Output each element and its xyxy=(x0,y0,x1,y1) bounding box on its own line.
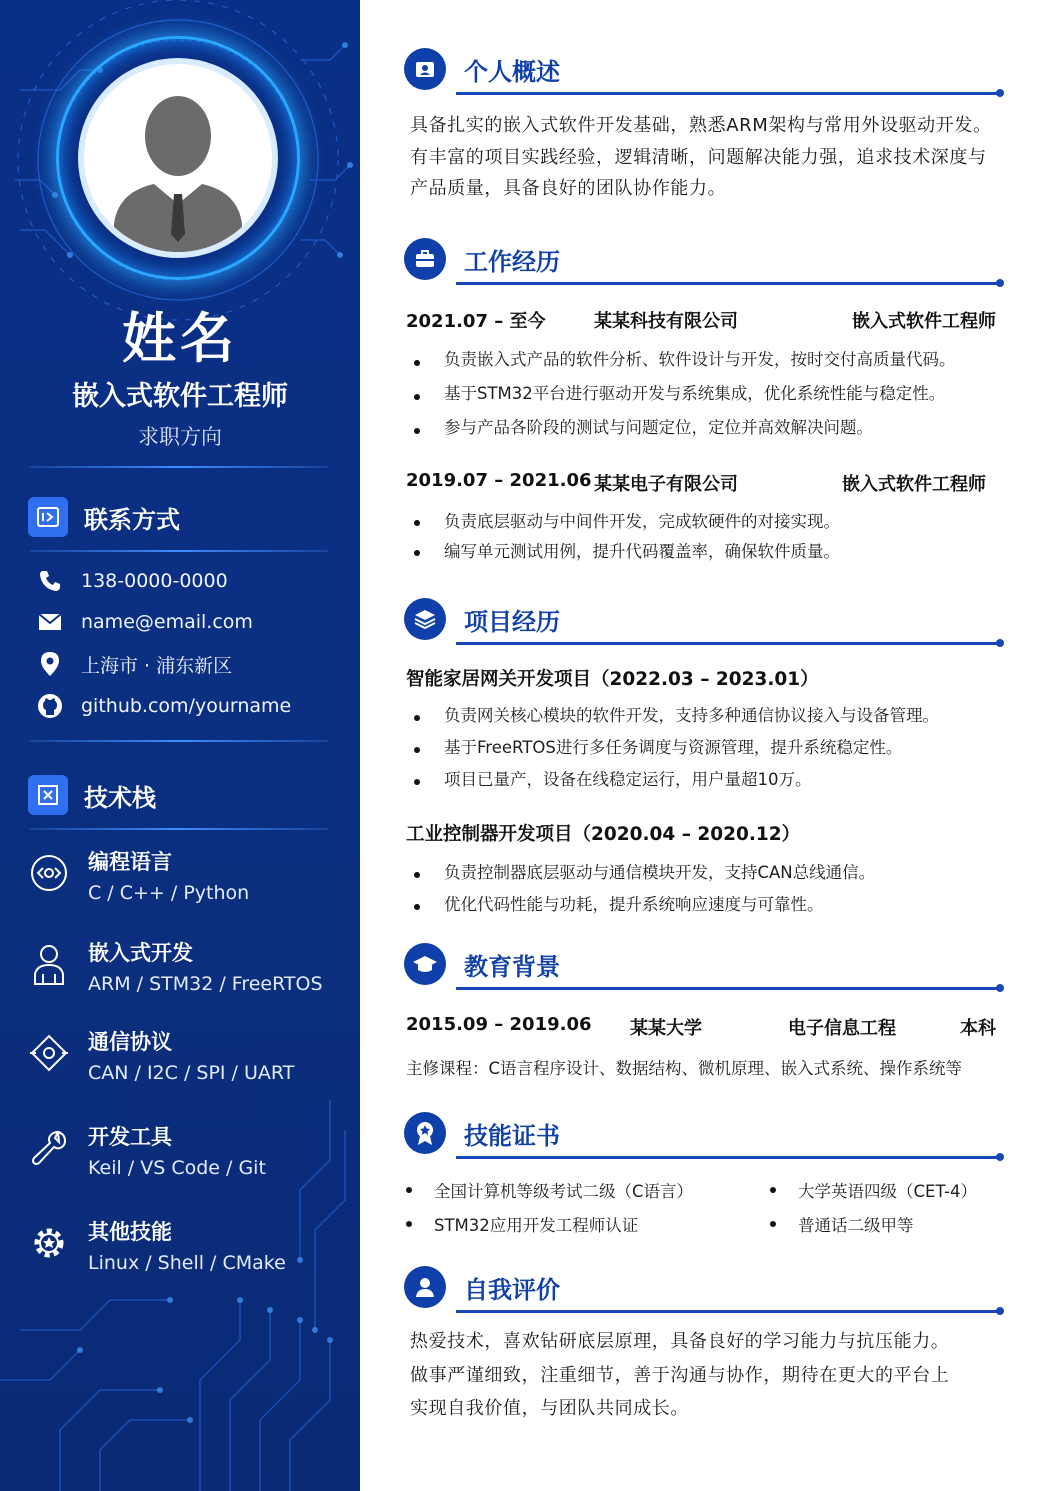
github-text: github.com/yourname xyxy=(81,695,292,717)
section-rule-dot xyxy=(996,279,1004,287)
section-rule xyxy=(456,1156,1000,1159)
section-title: 工作经历 xyxy=(464,248,560,276)
github-icon xyxy=(36,692,64,720)
skill-title: 其他技能 xyxy=(88,1220,172,1244)
section-title: 教育背景 xyxy=(464,953,560,981)
job-subtitle: 求职方向 xyxy=(138,425,222,449)
person-silhouette-icon xyxy=(84,64,272,252)
list-item: 项目已量产，设备在线稳定运行，用户量超10万。 xyxy=(410,766,1010,798)
edu-school: 某某大学 xyxy=(630,1018,702,1039)
layers-icon xyxy=(404,598,446,640)
section-certificates-heading xyxy=(404,1112,1002,1162)
list-item: 优化代码性能与功耗，提升系统响应速度与可靠性。 xyxy=(410,891,1010,923)
divider xyxy=(30,550,328,552)
skill-title: 通信协议 xyxy=(88,1030,172,1054)
skill-title: 编程语言 xyxy=(88,850,172,874)
section-rule-dot xyxy=(996,1153,1004,1161)
section-self-eval-heading xyxy=(404,1266,1002,1316)
skill-title: 开发工具 xyxy=(88,1125,172,1149)
skill-value: Keil / VS Code / Git xyxy=(88,1157,266,1179)
contact-github[interactable] xyxy=(36,691,291,721)
list-item: 参与产品各阶段的测试与问题定位，定位并高效解决问题。 xyxy=(410,414,1010,448)
self-eval-text xyxy=(410,1325,1020,1426)
section-projects-heading xyxy=(404,598,1002,648)
skill-programming xyxy=(28,846,328,916)
section-rule xyxy=(456,1310,1000,1313)
edu-major: 电子信息工程 xyxy=(788,1018,896,1039)
gear-icon xyxy=(28,1222,70,1264)
job-header xyxy=(406,470,1006,496)
profile-card-icon xyxy=(404,48,446,90)
job-company: 某某科技有限公司 xyxy=(594,311,738,332)
contact-email[interactable] xyxy=(36,607,253,637)
signal-icon xyxy=(28,1032,70,1074)
phone-icon xyxy=(36,567,64,595)
skill-tools xyxy=(28,1121,328,1191)
chip-icon xyxy=(28,775,68,815)
email-text: name@email.com xyxy=(81,611,253,633)
section-summary-heading xyxy=(404,48,1002,98)
award-icon xyxy=(404,1112,446,1154)
phone-text: 138-0000-0000 xyxy=(81,570,228,592)
section-rule-dot xyxy=(996,984,1004,992)
list-item: 负责底层驱动与中间件开发，完成软硬件的对接实现。 xyxy=(410,508,1010,538)
engineer-icon xyxy=(28,943,70,985)
candidate-name: 姓名 xyxy=(122,307,238,370)
summary-text xyxy=(410,110,1020,205)
section-rule-dot xyxy=(996,1307,1004,1315)
job-role: 嵌入式软件工程师 xyxy=(842,474,986,495)
briefcase-icon xyxy=(404,238,446,280)
edu-courses: 主修课程：C语言程序设计、数据结构、微机原理、嵌入式系统、操作系统等 xyxy=(406,1059,963,1078)
contact-heading-label: 联系方式 xyxy=(84,505,180,534)
mail-icon xyxy=(36,608,64,636)
section-rule xyxy=(456,987,1000,990)
section-rule xyxy=(456,642,1000,645)
job-role: 嵌入式软件工程师 xyxy=(852,311,996,332)
location-icon xyxy=(36,650,64,678)
list-item: 负责网关核心模块的软件开发，支持多种通信协议接入与设备管理。 xyxy=(410,702,1010,734)
sidebar xyxy=(0,0,360,1491)
tech-heading xyxy=(28,774,156,816)
self-eval-line: 热爱技术，喜欢钻研底层原理，具备良好的学习能力与抗压能力。 xyxy=(410,1331,950,1352)
user-icon xyxy=(404,1266,446,1308)
contact-location xyxy=(36,649,232,679)
section-education-heading xyxy=(404,943,1002,993)
section-rule xyxy=(456,92,1000,95)
summary-line: 具备扎实的嵌入式软件开发基础，熟悉ARM架构与常用外设驱动开发。 xyxy=(410,115,992,136)
wrench-icon xyxy=(28,1127,70,1169)
project-bullets xyxy=(410,702,1010,798)
job-title: 嵌入式软件工程师 xyxy=(72,381,288,412)
list-item: 基于STM32平台进行驱动开发与系统集成，优化系统性能与稳定性。 xyxy=(410,380,1010,414)
section-title: 自我评价 xyxy=(464,1276,560,1304)
contact-phone[interactable] xyxy=(36,566,228,596)
skill-embedded xyxy=(28,937,328,1007)
summary-line: 产品质量，具备良好的团队协作能力。 xyxy=(410,178,727,199)
list-item: 普通话二级甲等 xyxy=(768,1212,914,1236)
code-icon xyxy=(28,852,70,894)
section-title: 个人概述 xyxy=(464,58,560,86)
certificate-list xyxy=(404,1178,1004,1248)
project-title: 工业控制器开发项目（2020.04 – 2020.12） xyxy=(406,824,801,845)
location-text: 上海市 · 浦东新区 xyxy=(81,654,233,677)
section-title: 项目经历 xyxy=(464,608,560,636)
self-eval-line: 实现自我价值，与团队共同成长。 xyxy=(410,1398,689,1419)
section-rule-dot xyxy=(996,639,1004,647)
divider xyxy=(30,740,328,742)
skill-other xyxy=(28,1216,328,1286)
summary-line: 有丰富的项目实践经验，逻辑清晰，问题解决能力强，追求技术深度与 xyxy=(410,146,987,168)
contact-card-icon xyxy=(28,497,68,537)
contact-heading xyxy=(28,496,180,538)
job-bullets xyxy=(410,346,1010,448)
project-bullets xyxy=(410,859,1010,923)
list-item: STM32应用开发工程师认证 xyxy=(404,1212,638,1236)
list-item: 基于FreeRTOS进行多任务调度与资源管理，提升系统稳定性。 xyxy=(410,734,1010,766)
skill-protocols xyxy=(28,1026,328,1096)
list-item: 全国计算机等级考试二级（C语言） xyxy=(404,1178,693,1202)
avatar xyxy=(78,58,278,258)
section-rule xyxy=(456,282,1000,285)
edu-period: 2015.09 – 2019.06 xyxy=(406,1014,592,1035)
section-title: 技能证书 xyxy=(464,1122,560,1150)
main-content xyxy=(360,0,1055,1491)
education-row xyxy=(406,1014,1006,1040)
job-header xyxy=(406,307,1006,333)
job-period: 2019.07 – 2021.06 xyxy=(406,470,592,491)
list-item: 编写单元测试用例，提升代码覆盖率，确保软件质量。 xyxy=(410,538,1010,568)
list-item: 负责嵌入式产品的软件分析、软件设计与开发，按时交付高质量代码。 xyxy=(410,346,1010,380)
list-item: 负责控制器底层驱动与通信模块开发，支持CAN总线通信。 xyxy=(410,859,1010,891)
skill-value: CAN / I2C / SPI / UART xyxy=(88,1062,295,1084)
section-rule-dot xyxy=(996,89,1004,97)
avatar-frame xyxy=(78,58,278,258)
skill-title: 嵌入式开发 xyxy=(88,941,193,965)
section-work-heading xyxy=(404,238,1002,288)
self-eval-line: 做事严谨细致，注重细节，善于沟通与协作，期待在更大的平台上 xyxy=(410,1364,950,1386)
divider xyxy=(30,828,328,830)
graduation-cap-icon xyxy=(404,943,446,985)
job-company: 某某电子有限公司 xyxy=(594,474,738,495)
project-title: 智能家居网关开发项目（2022.03 – 2023.01） xyxy=(406,669,819,690)
list-item: 大学英语四级（CET-4） xyxy=(768,1178,977,1202)
edu-degree: 本科 xyxy=(960,1018,996,1039)
skill-value: C / C++ / Python xyxy=(88,882,250,904)
divider xyxy=(30,466,328,468)
job-period: 2021.07 – 至今 xyxy=(406,311,546,332)
skill-value: ARM / STM32 / FreeRTOS xyxy=(88,973,323,995)
skill-value: Linux / Shell / CMake xyxy=(88,1252,286,1274)
job-bullets xyxy=(410,508,1010,568)
tech-heading-label: 技术栈 xyxy=(84,783,156,812)
